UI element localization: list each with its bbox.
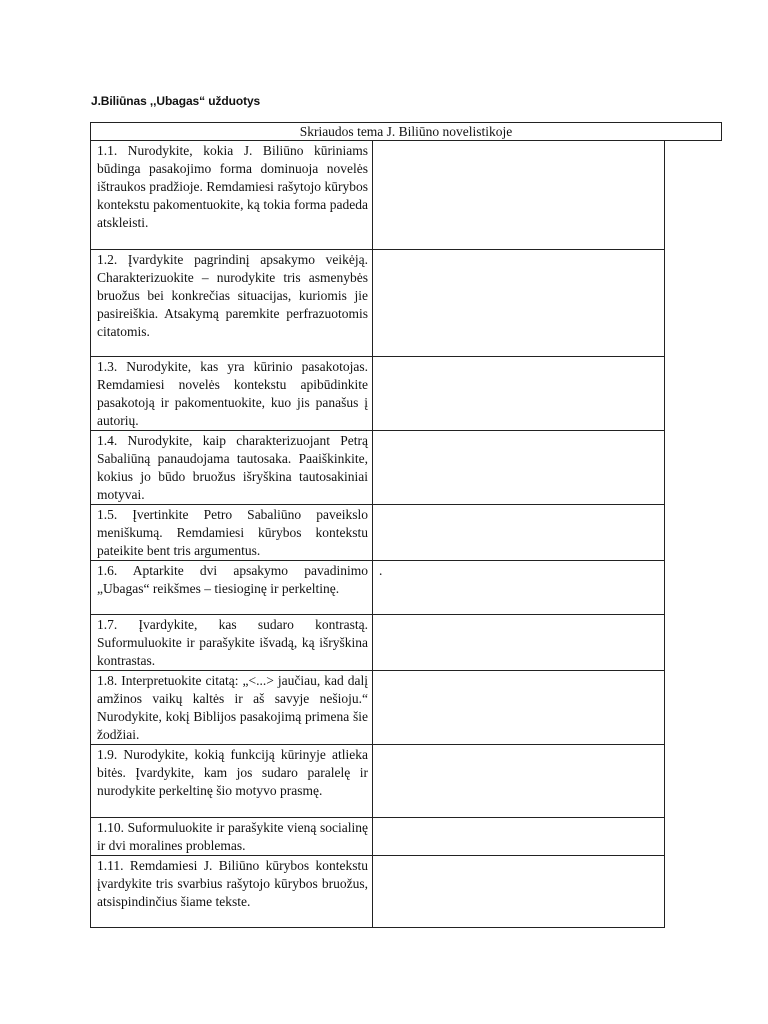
task-question: 1.5. Įvertinkite Petro Sabaliūno paveikslo meniškumą. Remdamiesi kūrybos kontekstu pateikite bent tris argumentus. — [91, 505, 373, 561]
table-row — [91, 856, 665, 928]
table-header: Skriaudos tema J. Biliūno novelistikoje — [90, 122, 722, 141]
answer-cell[interactable] — [373, 818, 665, 856]
table-row — [91, 818, 665, 856]
answer-cell[interactable] — [373, 357, 665, 431]
answer-cell[interactable] — [373, 431, 665, 505]
task-question: 1.3. Nurodykite, kas yra kūrinio pasakotojas. Remdamiesi novelės kontekstu apibūdinkite pasakotoją ir pakomentuokite, kuo jis panašus į autorių. — [91, 357, 373, 431]
answer-cell[interactable] — [373, 856, 665, 928]
answer-cell[interactable] — [373, 250, 665, 357]
task-question: 1.7. Įvardykite, kas sudaro kontrastą. Suformuluokite ir parašykite išvadą, ką išryškina kontrastas. — [91, 615, 373, 671]
answer-cell[interactable] — [373, 745, 665, 818]
table-row — [91, 431, 665, 505]
answer-cell[interactable] — [373, 671, 665, 745]
table-row — [91, 141, 665, 250]
answer-cell[interactable] — [373, 141, 665, 250]
task-question: 1.11. Remdamiesi J. Biliūno kūrybos kontekstu įvardykite tris svarbius rašytojo kūrybos bruožus, atsispindinčius šiame tekste. — [91, 856, 373, 928]
task-question: 1.10. Suformuluokite ir parašykite vieną socialinę ir dvi moralines problemas. — [91, 818, 373, 856]
answer-cell[interactable] — [373, 505, 665, 561]
table-row — [91, 505, 665, 561]
answer-cell[interactable]: . — [373, 561, 665, 615]
table-row — [91, 250, 665, 357]
task-question: 1.1. Nurodykite, kokia J. Biliūno kūriniams būdinga pasakojimo forma dominuoja novelės ištraukos pradžioje. Remdamiesi rašytojo kūrybos kontekstu pakomentuokite, ką tokia forma padeda atskleisti. — [91, 141, 373, 250]
task-question: 1.9. Nurodykite, kokią funkciją kūrinyje atlieka bitės. Įvardykite, kam jos sudaro paralelę ir nurodykite perkeltinę šio motyvo prasmę. — [91, 745, 373, 818]
table-row — [91, 561, 665, 615]
table-row — [91, 671, 665, 745]
table-row — [91, 615, 665, 671]
answer-cell[interactable] — [373, 615, 665, 671]
task-question: 1.4. Nurodykite, kaip charakterizuojant Petrą Sabaliūną panaudojama tautosaka. Paaiškinkite, kokius jo būdo bruožus išryškina tautosakiniai motyvai. — [91, 431, 373, 505]
task-question: 1.8. Interpretuokite citatą: „<...> jaučiau, kad dalį amžinos vaikų kaltės ir aš savyje nešioju.“ Nurodykite, kokį Biblijos pasakojimą primena šie žodžiai. — [91, 671, 373, 745]
document-title: J.Biliūnas ,,Ubagas“ užduotys — [91, 94, 261, 108]
table-row — [91, 357, 665, 431]
task-question: 1.6. Aptarkite dvi apsakymo pavadinimo „Ubagas“ reikšmes – tiesioginę ir perkeltinę. — [91, 561, 373, 615]
tasks-table — [90, 140, 665, 928]
task-question: 1.2. Įvardykite pagrindinį apsakymo veikėją. Charakterizuokite – nurodykite tris asmenybės bruožus bei konkrečias situacijas, kuriomis jie pasireiškia. Atsakymą paremkite perfrazuotomis citatomis. — [91, 250, 373, 357]
table-row — [91, 745, 665, 818]
